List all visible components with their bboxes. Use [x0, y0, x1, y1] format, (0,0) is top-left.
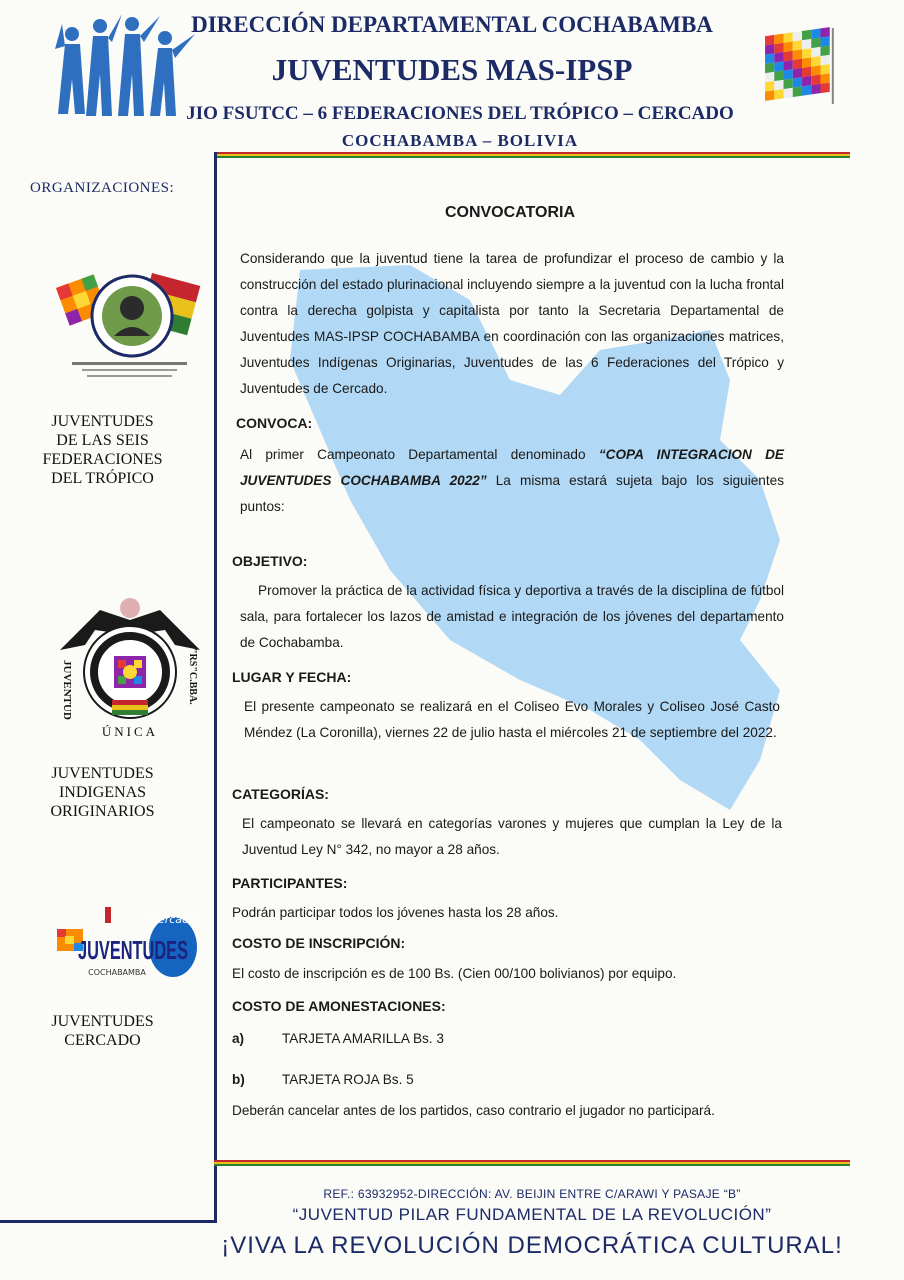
amon-b-marker: b)	[232, 1072, 245, 1087]
doc-title: CONVOCATORIA	[444, 204, 576, 221]
org2-label	[0, 764, 205, 821]
footer-slogan: ¡VIVA LA REVOLUCIÓN DEMOCRÁTICA CULTURAL!	[221, 1232, 843, 1259]
logo3-sub-text: COCHABAMBA	[88, 968, 146, 977]
costo-heading: COSTO DE INSCRIPCIÓN:	[232, 935, 406, 951]
closing-paragraph: Deberán cancelar antes de los partidos, caso contrario el jugador no participará.	[232, 1103, 715, 1118]
logo2-side-right: "RS"C.BBA.	[187, 648, 198, 705]
org2-line2: INDIGENAS	[58, 784, 147, 801]
sidebar-divider	[214, 152, 217, 1222]
header-organization: JUVENTUDES MAS-IPSP	[271, 52, 633, 87]
header-federations: JIO FSUTCC – 6 FEDERACIONES DEL TRÓPICO – CERCADO	[186, 103, 734, 124]
org3-line2: CERCADO	[64, 1032, 141, 1049]
org3-line1: JUVENTUDES	[51, 1013, 154, 1030]
org2-line3: ORIGINARIOS	[50, 803, 155, 820]
org3-label	[0, 1012, 205, 1050]
tropico-federations-logo	[52, 258, 208, 383]
footer-reference: REF.: 63932952-DIRECCIÓN: AV. BEIJIN ENTRE C/ARAWI Y PASAJE “B”	[323, 1187, 741, 1201]
participantes-heading: PARTICIPANTES:	[232, 875, 348, 891]
objetivo-paragraph: Promover la práctica de la actividad física y deportiva a través de la disciplina de fútbol sala, para fortalecer los lazos de amistad e integración de los jóvenes del departamento de Cochabamba.	[240, 583, 784, 650]
indigenous-youth-logo	[50, 590, 210, 740]
org2-line1: JUVENTUDES	[51, 765, 154, 782]
sidebar-bottom-line	[0, 1220, 217, 1223]
objetivo-heading: OBJETIVO:	[232, 553, 308, 569]
org1-label	[0, 412, 205, 488]
header-direction: DIRECCIÓN DEPARTAMENTAL COCHABAMBA	[191, 12, 713, 37]
footer-motto: “JUVENTUD PILAR FUNDAMENTAL DE LA REVOLUCIÓN”	[292, 1205, 772, 1224]
convoca-heading: CONVOCA:	[236, 415, 313, 431]
championship-name: “COPA INTEGRACION DE JUVENTUDES COCHABAMBA 2022”	[240, 447, 784, 488]
logo3-main-text: JUVENTUDES	[78, 935, 188, 965]
org1-line4: DEL TRÓPICO	[51, 470, 154, 487]
amon-b-text: TARJETA ROJA Bs. 5	[282, 1072, 414, 1087]
amon-a-text: TARJETA AMARILLA Bs. 3	[282, 1031, 444, 1046]
org1-line3: FEDERACIONES	[42, 451, 163, 468]
amon-item-a	[232, 1026, 780, 1052]
lugar-heading: LUGAR Y FECHA:	[232, 669, 352, 685]
convoca-text-pre: Al primer Campeonato Departamental denominado	[240, 447, 599, 462]
amon-item-b	[232, 1067, 780, 1093]
amonestaciones-heading: COSTO DE AMONESTACIONES:	[232, 998, 446, 1014]
org1-line1: JUVENTUDES	[51, 413, 154, 430]
org1-line2: DE LAS SEIS	[56, 432, 149, 449]
convoca-paragraph	[240, 442, 784, 520]
footer-divider	[214, 1160, 850, 1166]
amon-a-marker: a)	[232, 1031, 245, 1046]
header-divider	[214, 152, 850, 158]
convoca-text-post: La misma estará sujeta bajo los siguientes puntos:	[240, 473, 784, 514]
participantes-paragraph: Podrán participar todos los jóvenes hasta los 28 años.	[232, 905, 559, 920]
logo3-cercado-text: Cercado	[150, 913, 196, 926]
costo-paragraph: El costo de inscripción es de 100 Bs. (Cien 00/100 bolivianos) por equipo.	[232, 966, 677, 981]
sidebar-heading: ORGANIZACIONES:	[30, 180, 175, 196]
header-location: COCHABAMBA – BOLIVIA	[341, 131, 579, 150]
categorias-paragraph: El campeonato se llevará en categorías varones y mujeres que cumplan la Ley de la Juventud Ley N° 342, no mayor a 28 años.	[242, 816, 782, 857]
cercado-youth-logo	[55, 903, 205, 988]
intro-paragraph: Considerando que la juventud tiene la tarea de profundizar el proceso de cambio y la construcción del estado plurinacional incluyendo siempre a la juventud con la lucha frontal contra la derecha golpista y capitalista por tanto la Secretaria Departamental de Juventudes MAS-IPSP COCHABAMBA en coordinación con las organizaciones matrices, Juventudes Indígenas Originarias, Juventudes de las 6 Federaciones del Trópico y Juventudes de Cercado.	[240, 251, 784, 396]
logo2-bottom-text: ÚNICA	[101, 724, 159, 739]
lugar-paragraph: El presente campeonato se realizará en el Coliseo Evo Morales y Coliseo José Casto Méndez (La Coronilla), viernes 22 de julio hasta el miércoles 21 de septiembre del 2022.	[244, 699, 780, 740]
categorias-heading: CATEGORÍAS:	[232, 786, 329, 802]
logo2-side-left: JUVENTUD	[61, 660, 73, 720]
